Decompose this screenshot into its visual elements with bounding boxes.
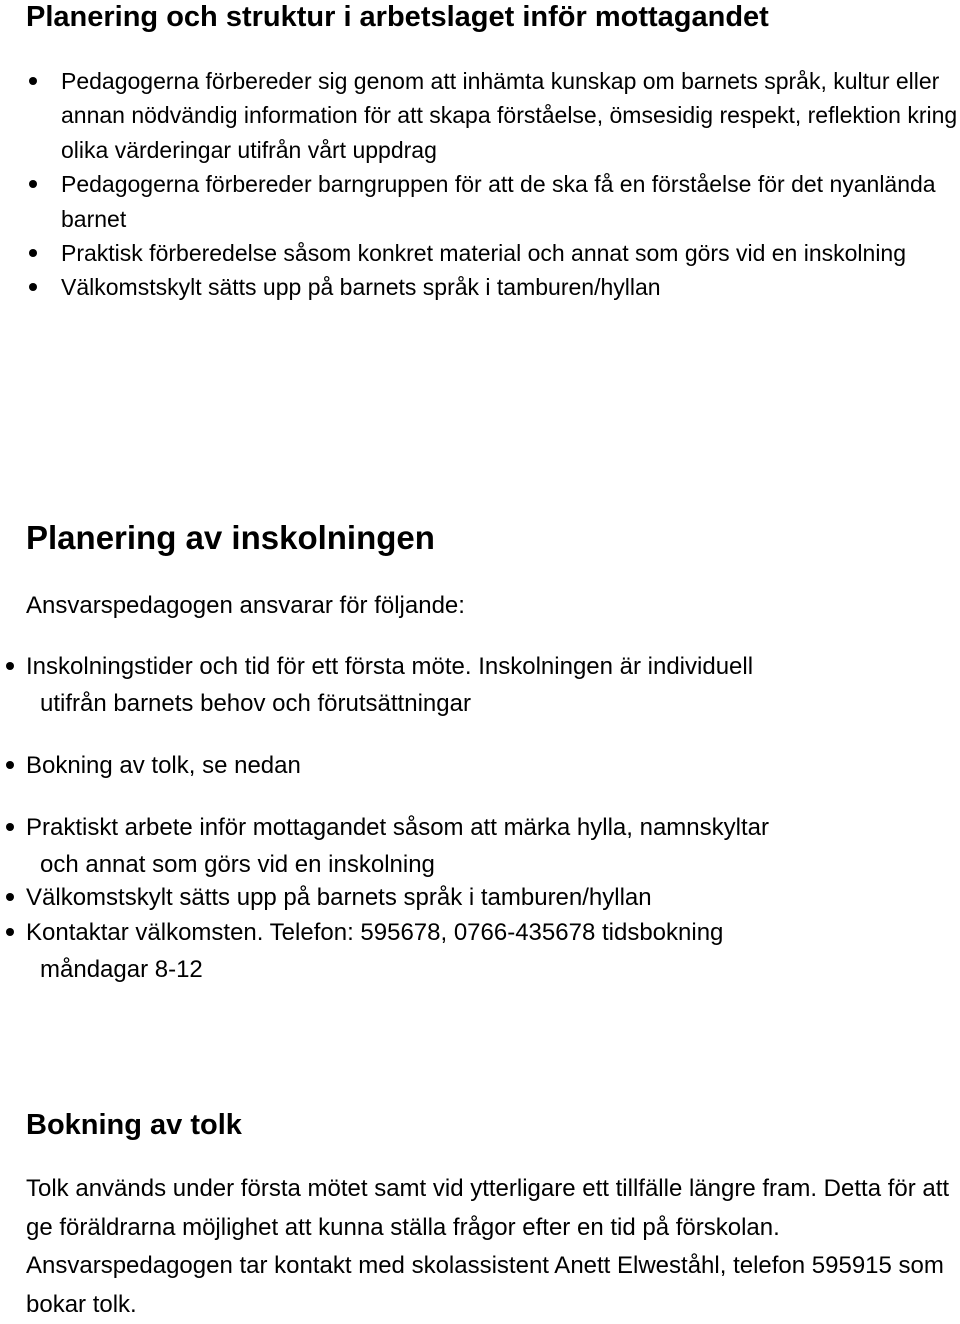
list-item — [61, 64, 960, 167]
section-heading-introduction-planning: Planering av inskolningen — [26, 519, 435, 556]
bullet-icon — [6, 662, 14, 670]
list-item-text: Inskolningstider och tid för ett första möte. Inskolningen är individuell — [26, 653, 754, 680]
list-item — [26, 747, 960, 784]
bullet-icon — [29, 77, 37, 85]
bullet-icon — [29, 283, 37, 291]
list-item — [26, 648, 960, 722]
list-item-continuation: och annat som görs vid en inskolning — [40, 851, 435, 878]
responsibility-intro: Ansvarspedagogen ansvarar för följande: — [26, 592, 465, 619]
bullet-icon — [29, 180, 37, 188]
bullet-icon — [6, 761, 14, 769]
bullet-icon — [29, 249, 37, 257]
list-item-text: Pedagogerna förbereder barngruppen för att de ska få en förståelse för det nyanlända barnet — [61, 171, 936, 232]
list-item-text: Bokning av tolk, se nedan — [26, 752, 301, 779]
list-item-text: Pedagogerna förbereder sig genom att inhämta kunskap om barnets språk, kultur eller annan nödvändig information för att skapa förståelse, ömsesidig respekt, reflektion kring olika värderingar utifrån vårt uppdrag — [61, 68, 958, 163]
list-item — [26, 914, 960, 988]
list-item-text: Välkomstskylt sätts upp på barnets språk i tamburen/hyllan — [61, 274, 661, 301]
bullet-icon — [6, 823, 14, 831]
bullet-icon — [6, 893, 14, 901]
list-item — [61, 270, 960, 304]
bullet-icon — [6, 928, 14, 936]
list-item-text: Välkomstskylt sätts upp på barnets språk i tamburen/hyllan — [26, 884, 652, 911]
list-item — [61, 236, 960, 270]
list-item — [26, 809, 960, 883]
list-item — [26, 879, 960, 916]
list-item-continuation: utifrån barnets behov och förutsättningar — [40, 690, 471, 717]
preparation-list — [61, 64, 960, 305]
list-item-text: Praktisk förberedelse såsom konkret material och annat som görs vid en inskolning — [61, 240, 907, 267]
list-item-text: Kontaktar välkomsten. Telefon: 595678, 0766-435678 tidsbokning — [26, 919, 724, 946]
section-heading-interpreter-booking: Bokning av tolk — [26, 1109, 242, 1141]
list-item-continuation: måndagar 8-12 — [40, 956, 203, 983]
interpreter-paragraph: Tolk används under första mötet samt vid ytterligare ett tillfälle längre fram. Detta för att ge föräldrarna möjlighet att kunna ställa frågor efter en tid på förskolan. Ansvarspedagogen tar kontakt med skolassistent Anett Elweståhl, telefon 595915 som bokar tolk. — [26, 1175, 950, 1318]
list-item-text: Praktiskt arbete inför mottagandet såsom att märka hylla, namnskyltar — [26, 814, 769, 841]
list-item — [61, 167, 960, 236]
section-heading-planning-structure: Planering och struktur i arbetslaget inför mottagandet — [26, 1, 769, 33]
